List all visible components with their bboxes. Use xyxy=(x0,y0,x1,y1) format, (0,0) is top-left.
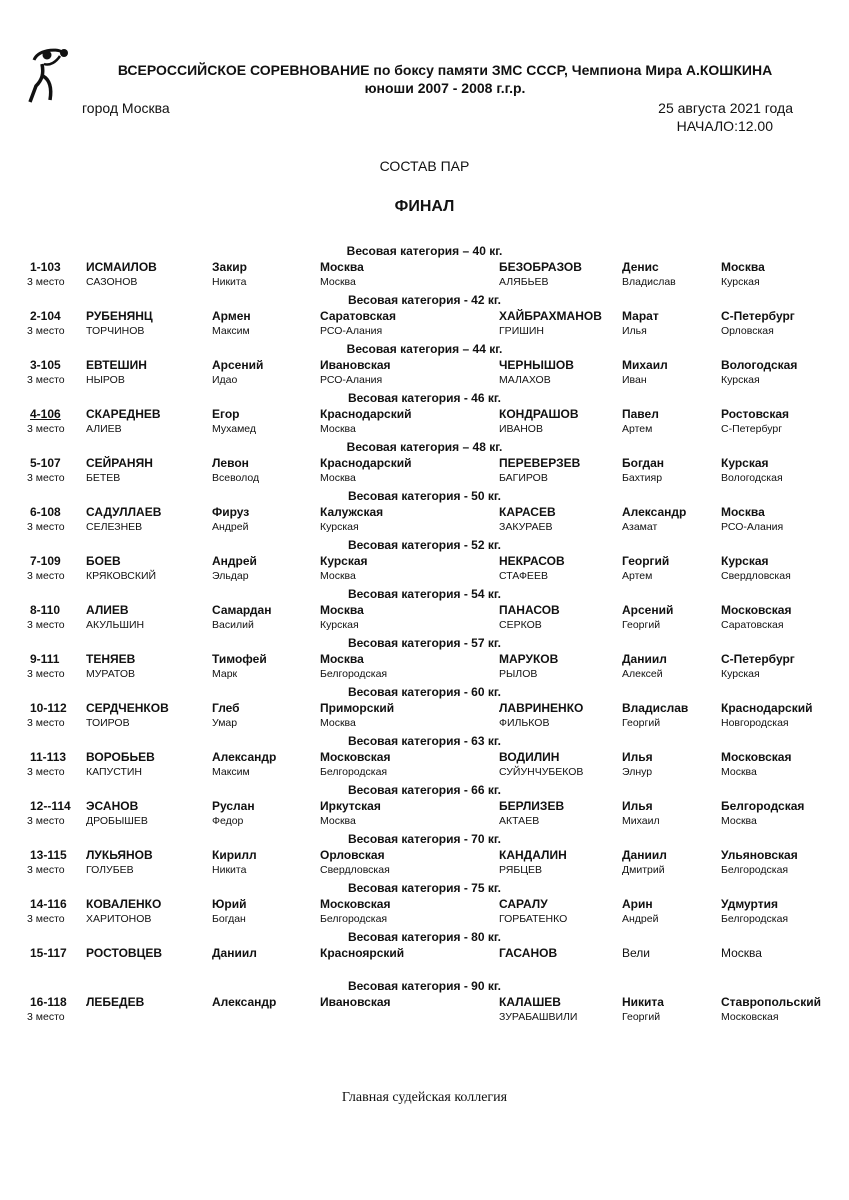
third2-last-name: ЗАКУРАЕВ xyxy=(499,521,553,533)
red-last-name: ЛЕБЕДЕВ xyxy=(86,995,145,1009)
third2-first-name: Михаил xyxy=(622,815,660,827)
weight-category: Весовая категория - 66 кг. xyxy=(347,783,501,797)
red-region: Москва xyxy=(320,652,364,666)
red-last-name: СКАРЕДНЕВ xyxy=(86,407,161,421)
blue-last-name: ПАНАСОВ xyxy=(499,603,560,617)
third1-region: Курская xyxy=(320,619,359,631)
blue-last-name: КОНДРАШОВ xyxy=(499,407,579,421)
bouts-list xyxy=(0,243,849,1027)
blue-first-name: Арин xyxy=(622,897,653,911)
red-last-name: РОСТОВЦЕВ xyxy=(86,946,163,960)
blue-first-name: Богдан xyxy=(622,456,665,470)
blue-first-name: Даниил xyxy=(622,848,667,862)
third1-region: Курская xyxy=(320,521,359,533)
bout-row xyxy=(0,929,849,978)
bout-row xyxy=(0,635,849,684)
third-place-label: 3 место xyxy=(27,374,65,386)
third1-last-name: АЛИЕВ xyxy=(86,423,122,435)
weight-category: Весовая категория – 40 кг. xyxy=(346,244,503,258)
third-place-label: 3 место xyxy=(27,815,65,827)
red-region: Ивановская xyxy=(320,995,391,1009)
third2-last-name: СТАФЕЕВ xyxy=(499,570,548,582)
third1-region: Москва xyxy=(320,717,356,729)
third2-last-name: ЗУРАБАШВИЛИ xyxy=(499,1011,578,1023)
third1-first-name: Максим xyxy=(212,325,250,337)
third1-region: Москва xyxy=(320,276,356,288)
red-last-name: АЛИЕВ xyxy=(86,603,129,617)
third1-first-name: Никита xyxy=(212,276,247,288)
third1-first-name: Максим xyxy=(212,766,250,778)
red-first-name: Фируз xyxy=(212,505,250,519)
bout-number: 2-104 xyxy=(30,309,61,323)
third2-region: Московская xyxy=(721,1011,779,1023)
third2-region: Саратовская xyxy=(721,619,784,631)
red-first-name: Александр xyxy=(212,750,277,764)
red-region: Ивановская xyxy=(320,358,391,372)
third1-region: Белгородская xyxy=(320,913,388,925)
red-first-name: Глеб xyxy=(212,701,240,715)
weight-category: Весовая категория - 60 кг. xyxy=(347,685,501,699)
blue-region: Ставропольский xyxy=(721,995,821,1009)
red-region: Краснодарский xyxy=(320,456,412,470)
red-last-name: РУБЕНЯНЦ xyxy=(86,309,153,323)
third1-region: Белгородская xyxy=(320,766,388,778)
blue-last-name: КАНДАЛИН xyxy=(499,848,567,862)
third-place-label: 3 место xyxy=(27,1011,65,1023)
footer-signature: Главная судейская коллегия xyxy=(341,1090,508,1105)
bout-number: 16-118 xyxy=(30,995,67,1009)
bout-number: 1-103 xyxy=(30,260,61,274)
red-last-name: ВОРОБЬЕВ xyxy=(86,750,155,764)
weight-category: Весовая категория - 46 кг. xyxy=(347,391,501,405)
blue-region: Белгородская xyxy=(721,799,805,813)
blue-region: Курская xyxy=(721,554,769,568)
blue-first-name: Александр xyxy=(622,505,687,519)
third-place-label: 3 место xyxy=(27,864,65,876)
red-first-name: Андрей xyxy=(212,554,257,568)
third-place-label: 3 место xyxy=(27,276,65,288)
boxing-logo-icon xyxy=(26,42,72,106)
bout-number: 12--114 xyxy=(30,799,71,813)
red-last-name: ЕВТЕШИН xyxy=(86,358,147,372)
third1-last-name: ТОРЧИНОВ xyxy=(86,325,145,337)
red-last-name: ИСМАИЛОВ xyxy=(86,260,157,274)
third2-first-name: Илья xyxy=(622,325,647,337)
blue-first-name: Вели xyxy=(622,946,650,960)
third1-first-name: Марк xyxy=(212,668,238,680)
blue-last-name: КАРАСЕВ xyxy=(499,505,556,519)
weight-category: Весовая категория - 70 кг. xyxy=(347,832,501,846)
bout-row xyxy=(0,341,849,390)
red-region: Орловская xyxy=(320,848,385,862)
third2-region: Курская xyxy=(721,276,760,288)
third-place-label: 3 место xyxy=(27,570,65,582)
bout-row xyxy=(0,439,849,488)
weight-category: Весовая категория – 44 кг. xyxy=(346,342,503,356)
blue-last-name: ГАСАНОВ xyxy=(499,946,558,960)
weight-category: Весовая категория – 48 кг. xyxy=(346,440,503,454)
third-place-label: 3 место xyxy=(27,619,65,631)
bout-row xyxy=(0,880,849,929)
red-last-name: КОВАЛЕНКО xyxy=(86,897,162,911)
blue-region: Московская xyxy=(721,750,792,764)
third1-first-name: Василий xyxy=(212,619,254,631)
red-region: Московская xyxy=(320,897,391,911)
third1-first-name: Умар xyxy=(212,717,238,729)
red-region: Курская xyxy=(320,554,368,568)
bout-number: 9-111 xyxy=(30,652,60,666)
third1-region: Москва xyxy=(320,570,356,582)
third1-last-name: ГОЛУБЕВ xyxy=(86,864,134,876)
bout-number: 15-117 xyxy=(30,946,67,960)
bout-row xyxy=(0,586,849,635)
third1-region: Свердловская xyxy=(320,864,390,876)
weight-category: Весовая категория - 42 кг. xyxy=(347,293,501,307)
third2-region: Орловская xyxy=(721,325,774,337)
red-last-name: БОЕВ xyxy=(86,554,121,568)
blue-last-name: КАЛАШЕВ xyxy=(499,995,561,1009)
blue-first-name: Георгий xyxy=(622,554,670,568)
third2-last-name: МАЛАХОВ xyxy=(499,374,551,386)
third1-first-name: Идао xyxy=(212,374,238,386)
weight-category: Весовая категория - 54 кг. xyxy=(347,587,501,601)
third1-first-name: Богдан xyxy=(212,913,246,925)
bout-number: 5-107 xyxy=(30,456,61,470)
red-region: Саратовская xyxy=(320,309,396,323)
blue-last-name: ЧЕРНЫШОВ xyxy=(499,358,574,372)
bout-number: 10-112 xyxy=(30,701,67,715)
third2-first-name: Азамат xyxy=(622,521,658,533)
blue-region: С-Петербург xyxy=(721,652,795,666)
blue-last-name: БЕРЛИЗЕВ xyxy=(499,799,565,813)
red-region: Московская xyxy=(320,750,391,764)
blue-first-name: Арсений xyxy=(622,603,674,617)
blue-first-name: Михаил xyxy=(622,358,668,372)
red-last-name: ЭСАНОВ xyxy=(86,799,139,813)
bout-row xyxy=(0,243,849,292)
third2-region: С-Петербург xyxy=(721,423,783,435)
blue-region: Московская xyxy=(721,603,792,617)
third2-first-name: Артем xyxy=(622,570,653,582)
bout-number: 13-115 xyxy=(30,848,67,862)
red-last-name: ТЕНЯЕВ xyxy=(86,652,136,666)
weight-category: Весовая категория - 52 кг. xyxy=(347,538,501,552)
third2-region: Белгородская xyxy=(721,913,789,925)
city: город Москва xyxy=(82,100,170,116)
third1-region: Белгородская xyxy=(320,668,388,680)
third2-first-name: Дмитрий xyxy=(622,864,665,876)
blue-region: Вологодская xyxy=(721,358,798,372)
third2-region: Свердловская xyxy=(721,570,791,582)
blue-first-name: Павел xyxy=(622,407,659,421)
third2-last-name: ГОРБАТЕНКО xyxy=(499,913,568,925)
blue-first-name: Денис xyxy=(622,260,659,274)
blue-region: Удмуртия xyxy=(721,897,778,911)
red-last-name: САДУЛЛАЕВ xyxy=(86,505,162,519)
page-title: ВСЕРОССИЙСКОЕ СОРЕВНОВАНИЕ по боксу памяти ЗМС СССР, Чемпиона Мира А.КОШКИНА xyxy=(117,62,773,78)
third-place-label: 3 место xyxy=(27,766,65,778)
third2-region: Вологодская xyxy=(721,472,783,484)
bout-row xyxy=(0,292,849,341)
third1-last-name: КРЯКОВСКИЙ xyxy=(86,570,157,582)
bout-row xyxy=(0,782,849,831)
blue-first-name: Илья xyxy=(622,750,653,764)
bout-number: 6-108 xyxy=(30,505,61,519)
third2-region: Курская xyxy=(721,374,760,386)
page-subtitle: юноши 2007 - 2008 г.г.р. xyxy=(364,80,526,96)
blue-last-name: ЛАВРИНЕНКО xyxy=(499,701,584,715)
red-first-name: Закир xyxy=(212,260,247,274)
third1-last-name: ТОИРОВ xyxy=(86,717,130,729)
third1-first-name: Всеволод xyxy=(212,472,260,484)
third1-last-name: БЕТЕВ xyxy=(86,472,121,484)
blue-last-name: САРАЛУ xyxy=(499,897,548,911)
red-first-name: Арсений xyxy=(212,358,264,372)
stage-title: ФИНАЛ xyxy=(394,198,455,215)
bout-row xyxy=(0,978,849,1027)
blue-region: С-Петербург xyxy=(721,309,795,323)
third2-first-name: Георгий xyxy=(622,717,661,729)
blue-last-name: ПЕРЕВЕРЗЕВ xyxy=(499,456,581,470)
bout-row xyxy=(0,537,849,586)
third2-last-name: АЛЯБЬЕВ xyxy=(499,276,549,288)
third2-first-name: Бахтияр xyxy=(622,472,663,484)
third-place-label: 3 место xyxy=(27,521,65,533)
blue-last-name: ВОДИЛИН xyxy=(499,750,560,764)
third1-region: Москва xyxy=(320,423,356,435)
third2-region: Москва xyxy=(721,815,757,827)
red-last-name: ЛУКЬЯНОВ xyxy=(86,848,153,862)
third1-last-name: СЕЛЕЗНЕВ xyxy=(86,521,143,533)
third1-last-name: САЗОНОВ xyxy=(86,276,138,288)
third2-region: Новгородская xyxy=(721,717,789,729)
red-region: Москва xyxy=(320,603,364,617)
third1-first-name: Никита xyxy=(212,864,247,876)
red-last-name: СЕРДЧЕНКОВ xyxy=(86,701,169,715)
start-time: НАЧАЛО:12.00 xyxy=(676,118,773,134)
third-place-label: 3 место xyxy=(27,472,65,484)
weight-category: Весовая категория - 80 кг. xyxy=(347,930,501,944)
bout-row xyxy=(0,733,849,782)
red-first-name: Александр xyxy=(212,995,277,1009)
blue-last-name: НЕКРАСОВ xyxy=(499,554,565,568)
third-place-label: 3 место xyxy=(27,668,65,680)
blue-first-name: Владислав xyxy=(622,701,689,715)
third1-last-name: МУРАТОВ xyxy=(86,668,136,680)
third2-first-name: Георгий xyxy=(622,1011,661,1023)
blue-region: Москва xyxy=(721,505,765,519)
weight-category: Весовая категория - 57 кг. xyxy=(347,636,501,650)
red-region: Москва xyxy=(320,260,364,274)
bout-row xyxy=(0,390,849,439)
third2-last-name: СУЙУНЧУБЕКОВ xyxy=(499,766,584,778)
blue-region: Москва xyxy=(721,946,762,960)
red-first-name: Армен xyxy=(212,309,251,323)
blue-first-name: Илья xyxy=(622,799,653,813)
bout-row xyxy=(0,488,849,537)
third2-last-name: ФИЛЬКОВ xyxy=(499,717,550,729)
third1-first-name: Мухамед xyxy=(212,423,257,435)
third2-first-name: Иван xyxy=(622,374,647,386)
blue-first-name: Никита xyxy=(622,995,664,1009)
red-first-name: Юрий xyxy=(212,897,247,911)
third2-region: Белгородская xyxy=(721,864,789,876)
third2-last-name: РЫЛОВ xyxy=(499,668,538,680)
third1-last-name: НЫРОВ xyxy=(86,374,125,386)
blue-region: Краснодарский xyxy=(721,701,813,715)
bout-number: 3-105 xyxy=(30,358,61,372)
red-first-name: Левон xyxy=(212,456,249,470)
red-first-name: Тимофей xyxy=(212,652,267,666)
red-first-name: Егор xyxy=(212,407,240,421)
red-region: Иркутская xyxy=(320,799,381,813)
third1-region: РСО-Алания xyxy=(320,374,383,386)
third1-last-name: КАПУСТИН xyxy=(86,766,142,778)
third1-last-name: ДРОБЫШЕВ xyxy=(86,815,148,827)
bout-number: 4-106 xyxy=(30,407,61,421)
third1-first-name: Федор xyxy=(212,815,244,827)
third2-last-name: ГРИШИН xyxy=(499,325,544,337)
blue-first-name: Марат xyxy=(622,309,659,323)
red-first-name: Руслан xyxy=(212,799,255,813)
third2-first-name: Алексей xyxy=(622,668,663,680)
third1-region: РСО-Алания xyxy=(320,325,383,337)
bout-number: 7-109 xyxy=(30,554,61,568)
third2-region: Москва xyxy=(721,766,757,778)
weight-category: Весовая категория - 90 кг. xyxy=(347,979,501,993)
third2-last-name: СЕРКОВ xyxy=(499,619,542,631)
red-first-name: Даниил xyxy=(212,946,257,960)
third2-last-name: ИВАНОВ xyxy=(499,423,543,435)
blue-first-name: Даниил xyxy=(622,652,667,666)
third2-region: Курская xyxy=(721,668,760,680)
red-last-name: СЕЙРАНЯН xyxy=(86,456,153,470)
bout-row xyxy=(0,684,849,733)
third2-first-name: Элнур xyxy=(622,766,653,778)
date: 25 августа 2021 года xyxy=(658,100,793,116)
blue-region: Москва xyxy=(721,260,765,274)
third2-last-name: РЯБЦЕВ xyxy=(499,864,543,876)
red-first-name: Самардан xyxy=(212,603,272,617)
blue-last-name: БЕЗОБРАЗОВ xyxy=(499,260,582,274)
third1-last-name: АКУЛЬШИН xyxy=(86,619,145,631)
third2-region: РСО-Алания xyxy=(721,521,784,533)
third1-region: Москва xyxy=(320,472,356,484)
third2-last-name: АКТАЕВ xyxy=(499,815,540,827)
third1-first-name: Эльдар xyxy=(212,570,249,582)
weight-category: Весовая категория - 50 кг. xyxy=(347,489,501,503)
red-region: Краснодарский xyxy=(320,407,412,421)
third1-first-name: Андрей xyxy=(212,521,249,533)
section-title: СОСТАВ ПАР xyxy=(379,158,470,174)
third2-first-name: Георгий xyxy=(622,619,661,631)
weight-category: Весовая категория - 63 кг. xyxy=(347,734,501,748)
bout-number: 11-113 xyxy=(30,750,67,764)
third1-region: Москва xyxy=(320,815,356,827)
red-first-name: Кирилл xyxy=(212,848,257,862)
third-place-label: 3 место xyxy=(27,325,65,337)
third-place-label: 3 место xyxy=(27,913,65,925)
blue-last-name: ХАЙБРАХМАНОВ xyxy=(499,309,602,323)
bout-row xyxy=(0,831,849,880)
red-region: Калужская xyxy=(320,505,384,519)
weight-category: Весовая категория - 75 кг. xyxy=(347,881,501,895)
blue-region: Курская xyxy=(721,456,769,470)
third2-first-name: Владислав xyxy=(622,276,676,288)
bout-number: 8-110 xyxy=(30,603,61,617)
bout-number: 14-116 xyxy=(30,897,67,911)
third-place-label: 3 место xyxy=(27,423,65,435)
third1-last-name: ХАРИТОНОВ xyxy=(86,913,152,925)
third-place-label: 3 место xyxy=(27,717,65,729)
blue-region: Ульяновская xyxy=(721,848,798,862)
third2-last-name: БАГИРОВ xyxy=(499,472,548,484)
red-region: Приморский xyxy=(320,701,395,715)
blue-last-name: МАРУКОВ xyxy=(499,652,559,666)
blue-region: Ростовская xyxy=(721,407,790,421)
third2-first-name: Андрей xyxy=(622,913,659,925)
red-region: Красноярский xyxy=(320,946,405,960)
third2-first-name: Артем xyxy=(622,423,653,435)
